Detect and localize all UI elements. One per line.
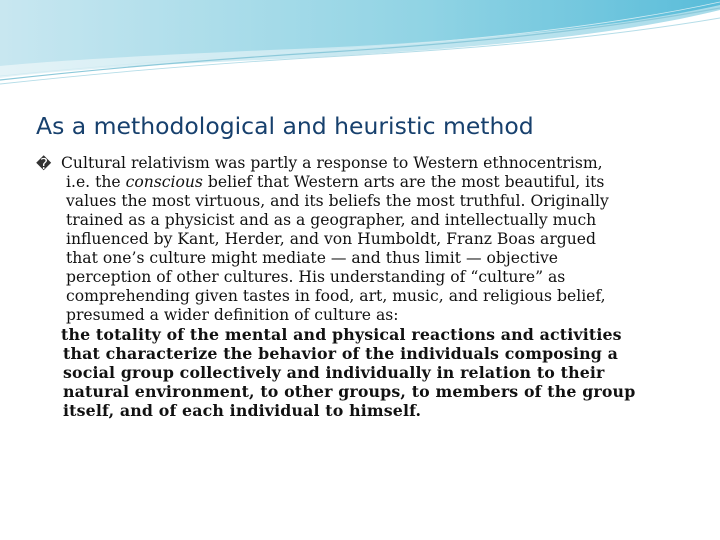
paragraph-text: belief that Western arts are the most beautiful, its bbox=[202, 173, 605, 191]
slide-body bbox=[36, 154, 704, 420]
quote-line: the totality of the mental and physical reactions and activities bbox=[61, 325, 622, 344]
quote-line: social group collectively and individually in relation to their bbox=[63, 363, 605, 382]
paragraph-line: that one’s culture might mediate — and thus limit — objective bbox=[66, 249, 558, 267]
paragraph-line: influenced by Kant, Herder, and von Humboldt, Franz Boas argued bbox=[66, 230, 597, 248]
paragraph-line: trained as a physicist and as a geographer, and intellectually much bbox=[66, 211, 597, 229]
quote-line: itself, and of each individual to himself. bbox=[63, 401, 422, 420]
emphasis-text: conscious bbox=[125, 173, 203, 191]
slide-title: As a methodological and heuristic method bbox=[36, 112, 534, 140]
paragraph-line: presumed a wider definition of culture as: bbox=[66, 306, 399, 324]
quote-line: natural environment, to other groups, to members of the group bbox=[63, 382, 636, 401]
quote-line: that characterize the behavior of the individuals composing a bbox=[63, 344, 619, 363]
paragraph-line bbox=[66, 173, 704, 192]
header-wave-decoration bbox=[0, 0, 720, 95]
paragraph-line: Cultural relativism was partly a response to Western ethnocentrism, bbox=[61, 154, 603, 172]
definition-quote bbox=[36, 325, 704, 420]
paragraph-line: perception of other cultures. His understanding of “culture” as bbox=[66, 268, 566, 286]
paragraph-text: i.e. the bbox=[66, 173, 126, 191]
bullet-paragraph bbox=[36, 154, 704, 325]
paragraph-line: values the most virtuous, and its beliefs the most truthful. Originally bbox=[66, 192, 609, 210]
bullet-icon: � bbox=[36, 155, 52, 173]
paragraph-line: comprehending given tastes in food, art, music, and religious belief, bbox=[66, 287, 606, 305]
